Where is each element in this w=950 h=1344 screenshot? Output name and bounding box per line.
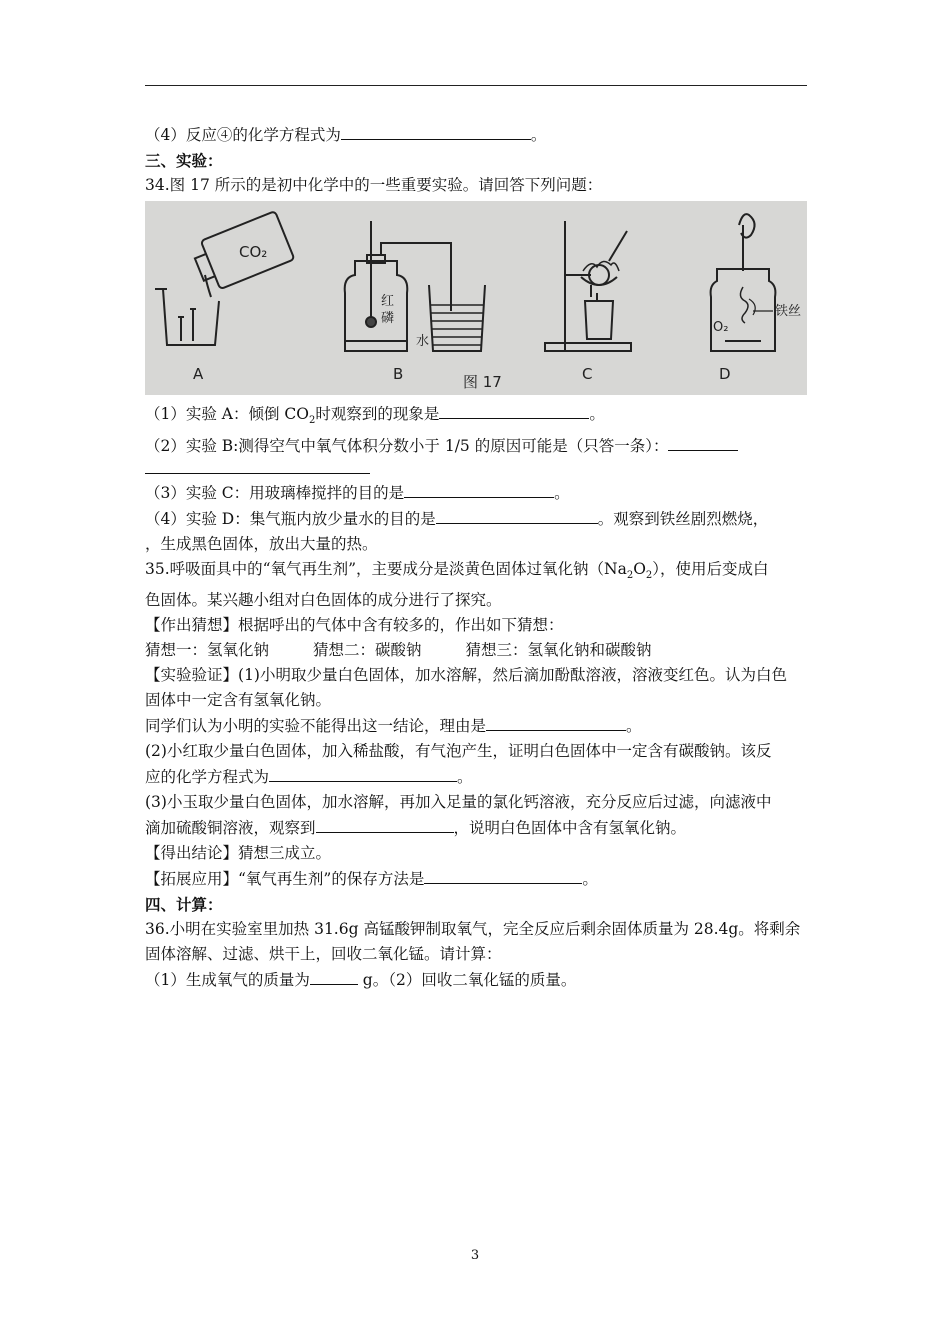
q36-line-3: （1）生成氧气的质量为 g。（2）回收二氧化锰的质量。 (145, 967, 807, 993)
q35-intro: 35.呼吸面具中的“氧气再生剂”，主要成分是淡黄色固体过氧化钠$(Na_2O_2)$，使用后变成白 (145, 560, 769, 582)
answer-blank[interactable] (269, 764, 457, 782)
red-label: 红 (381, 294, 395, 309)
co2-label: CO₂ (239, 243, 268, 261)
fig-label-c: C (582, 365, 593, 383)
water-label: 水 (416, 334, 430, 349)
q35-application: 【拓展应用】“氧气再生剂”的保存方法是 。 (145, 866, 807, 892)
header-rule (145, 85, 807, 86)
answer-blank[interactable] (310, 967, 358, 985)
figure-caption: 图 17 (463, 373, 502, 391)
q34-part2: （2）实验 B:测得空气中氧气体积分数小于 1/5 的原因可能是（只答一条）： (145, 433, 807, 459)
answer-blank[interactable] (436, 506, 598, 524)
q34-stem: 34.图 17 所示的是初中化学中的一些重要实验。请回答下列问题： (145, 176, 603, 194)
q33-part4: （4）反应④的化学方程式为 。 (145, 122, 807, 148)
answer-blank[interactable] (439, 401, 589, 419)
page-number: 3 (470, 1248, 480, 1263)
q35-verify-1-cont: 固体中一定含有氢氧化钠。 (145, 691, 332, 710)
answer-blank[interactable] (486, 713, 626, 731)
answer-blank[interactable] (341, 122, 531, 140)
q35-verify-1: 【实验验证】(1)小明取少量白色固体，加水溶解，然后滴加酚酞溶液，溶液变红色。认为白色 (145, 666, 787, 685)
q35-verify-2: (2)小红取少量白色固体，加入稀盐酸，有气泡产生，证明白色固体中一定含有碳酸钠。该反 (145, 742, 772, 761)
fig-label-d: D (719, 365, 731, 383)
q35-verify-2-cont: 应的化学方程式为 。 (145, 764, 807, 790)
section-4-title: 四、计算： (145, 895, 223, 915)
guess-3: 猜想三：氢氧化钠和碳酸钠 (465, 641, 652, 660)
answer-blank[interactable] (316, 815, 454, 833)
answer-blank[interactable] (424, 866, 582, 884)
q36-line-2: 固体溶解、过滤、烘干上，回收二氧化锰。请计算： (145, 945, 502, 964)
answer-blank[interactable] (404, 480, 554, 498)
q34-part1: （1）实验 A：倾倒 $CO_2$时观察到的现象是 。 (145, 401, 807, 433)
q35-verify-3-cont: 滴加硫酸铜溶液，观察到 ，说明白色固体中含有氢氧化钠。 (145, 815, 807, 841)
fig-label-b: B (393, 365, 404, 383)
q35-verify-1-reason: 同学们认为小明的实验不能得出这一结论，理由是 。 (145, 713, 807, 739)
guess-2: 猜想二：碳酸钠 (313, 641, 422, 660)
q35-guess-head: 【作出猜想】根据呼出的气体中含有较多的，作出如下猜想： (145, 616, 564, 635)
q35-verify-3: (3)小玉取少量白色固体，加水溶解，再加入足量的氯化钙溶液，充分反应后过滤，向滤液中 (145, 793, 772, 812)
q36-line-1: 36.小明在实验室里加热 31.6g 高锰酸钾制取氧气，完全反应后剩余固体质量为 28.4g。将剩余 (145, 920, 801, 939)
phosphorus-label: 磷 (381, 311, 395, 326)
q35-guesses (145, 638, 807, 663)
answer-blank[interactable] (668, 433, 738, 451)
section-3-title: 三、实验： (145, 151, 223, 170)
iron-wire-label: 铁丝 (775, 304, 802, 319)
answer-line[interactable] (145, 459, 370, 474)
q34-part3: （3）实验 C：用玻璃棒搅拌的目的是 。 (145, 480, 807, 506)
fig-label-a: A (193, 365, 204, 383)
content (145, 122, 807, 993)
figure-17 (145, 201, 807, 395)
q35-intro-cont: 色固体。某兴趣小组对白色固体的成分进行了探究。 (145, 591, 502, 610)
o2-label: O₂ (713, 320, 729, 335)
q34-part4-cont: ，生成黑色固体，放出大量的热。 (145, 535, 378, 554)
q34-part4: （4）实验 D：集气瓶内放少量水的目的是 。观察到铁丝剧烈燃烧， (145, 506, 807, 532)
experiment-illustration (145, 201, 807, 395)
guess-1: 猜想一：氢氧化钠 (145, 641, 270, 660)
q35-conclusion: 【得出结论】猜想三成立。 (145, 844, 332, 863)
